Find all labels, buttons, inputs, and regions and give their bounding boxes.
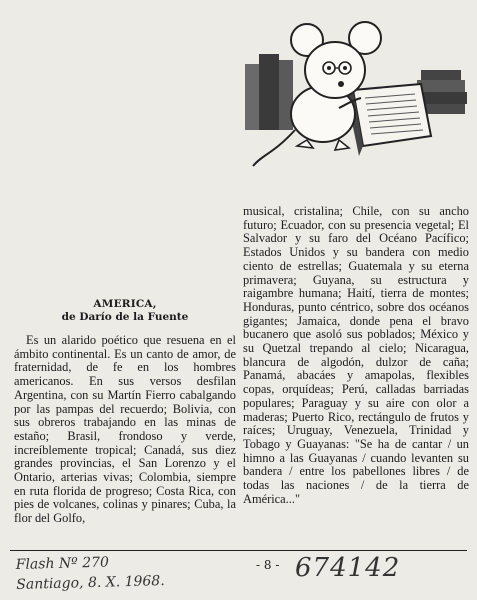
article-body-right: musical, cristalina; Chile, con su ancho futuro; Ecuador, con su presencia vegetal; El Salvador y su faro del Océano Pacífico; Estados Unidos y su bandera con medio ciento de estrellas; Guatemala y su eterna primavera; Guyana, su estructura y raigambre humana; Haití, tierra de montes; Honduras, punto céntrico, sobre dos océanos gigantes; Jamaica, donde pena el bravo bucanero que asoló sus poblados; México y su Quetzal trepando al cielo; Nicaragua, blancura de algodón, dulzor de caña; Panamá, abacáes y amapolas, flexibles copas, orquídeas; Perú, calladas barriadas populares; Paraguay y su aire con olor a maderas; Puerto Rico, rectángulo de frutos y raíces; Uruguay, Venezuela, Trinidad y Tobago y Guayanas: "Se ha de cantar / un himno a las Guayanas / cuando levanten su bandera / entre los pabellones libres / de todas las naciones / de la tierra de América..." (243, 204, 469, 506)
footer-divider (10, 550, 467, 551)
article-byline: de Darío de la Fuente (61, 311, 189, 323)
open-book (353, 84, 431, 146)
mouse-tail (253, 130, 295, 166)
book-stack-right-3 (417, 80, 465, 92)
mouse-eye-left (327, 66, 331, 70)
handwritten-source: Flash Nº 270 (15, 554, 110, 573)
article-body-left: Es un alarido poético que resuena en el ámbito continental. Es un canto de amor, de fraternidad, de fe en los hombres americanos. En sus versos desfilan Argentina, con su Martín Fierro cabalgando por las pampas del recuerdo; Bolivia, con sus obreros trabajando en las minas de estaño; Brasil, frondoso y verde, increíblemente tropical; Canadá, sus diez grandes provincias, el San Lorenzo y el Ontario, arterias vivas; Colombia, siempre en ruta florida de progreso; Costa Rica, con pies de volcanes, colinas y pinares; Cuba, la flor del Golfo, (14, 333, 236, 526)
book-spine-left (259, 54, 279, 130)
handwritten-annotation (16, 551, 165, 595)
article-left-column (14, 298, 236, 526)
mouse-reading-book-illustration (243, 4, 469, 182)
catalog-number: 674142 (295, 553, 401, 583)
article-right-column (243, 205, 469, 506)
article-title: AMERICA, (93, 298, 157, 310)
mouse-eye-right (343, 66, 347, 70)
book-stack-right-4 (421, 70, 461, 80)
mouse-nose (338, 81, 344, 87)
page-number: - 8 - (256, 558, 280, 572)
book-spine-left-3 (245, 64, 259, 130)
handwritten-date: Santiago, 8. X. 1968. (16, 573, 165, 593)
